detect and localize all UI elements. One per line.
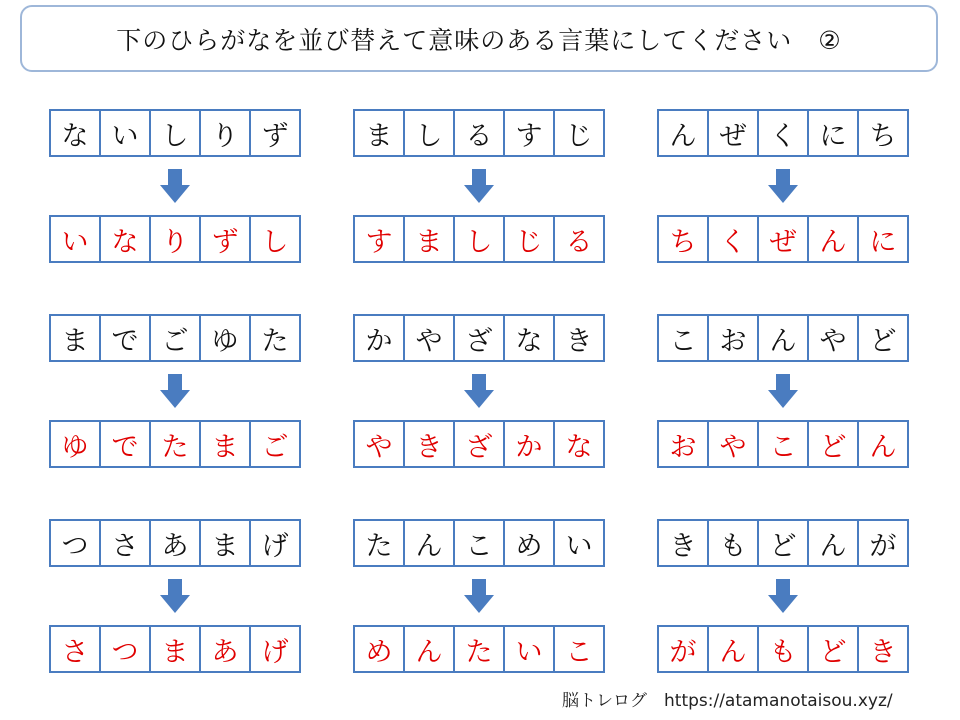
answer-char-cell: め: [355, 627, 405, 671]
answer-char-cell: さ: [51, 627, 101, 671]
answer-char-cell: ぜ: [759, 217, 809, 261]
question-char-cell: ん: [759, 316, 809, 360]
question-row: [657, 314, 909, 362]
puzzle-block: [49, 109, 301, 263]
question-char-cell: ま: [201, 521, 251, 565]
question-char-cell: に: [809, 111, 859, 155]
answer-char-cell: す: [355, 217, 405, 261]
question-char-cell: ん: [809, 521, 859, 565]
instruction-title-box: [20, 5, 938, 72]
down-arrow-icon: [49, 362, 301, 420]
question-char-cell: し: [151, 111, 201, 155]
answer-char-cell: ん: [709, 627, 759, 671]
answer-char-cell: が: [659, 627, 709, 671]
puzzle-block: [353, 109, 605, 263]
puzzle-block: [49, 519, 301, 673]
site-credit: 脳トレログ https://atamanotaisou.xyz/: [562, 691, 893, 711]
question-char-cell: る: [455, 111, 505, 155]
question-char-cell: い: [565, 530, 593, 562]
answer-char-cell: し: [455, 217, 505, 261]
question-char-cell: じ: [565, 120, 593, 152]
answer-row: [353, 215, 605, 263]
answer-char-cell: ご: [261, 431, 289, 463]
puzzle-block: [657, 519, 909, 673]
question-char-cell: ど: [869, 325, 897, 357]
puzzle-block: [49, 314, 301, 468]
question-row: [353, 519, 605, 567]
answer-char-cell: く: [709, 217, 759, 261]
question-char-cell: で: [101, 316, 151, 360]
question-char-cell: こ: [455, 521, 505, 565]
answer-char-cell: で: [101, 422, 151, 466]
question-char-cell: か: [355, 316, 405, 360]
answer-char-cell: や: [355, 422, 405, 466]
answer-char-cell: ち: [659, 217, 709, 261]
puzzle-block: [657, 314, 909, 468]
answer-char-cell: ん: [405, 627, 455, 671]
answer-row: [353, 625, 605, 673]
answer-char-cell: き: [869, 636, 897, 668]
answer-char-cell: い: [51, 217, 101, 261]
answer-char-cell: げ: [261, 636, 289, 668]
answer-char-cell: あ: [201, 627, 251, 671]
answer-char-cell: る: [565, 226, 593, 258]
answer-char-cell: た: [151, 422, 201, 466]
question-char-cell: め: [505, 521, 555, 565]
down-arrow-icon: [657, 362, 909, 420]
question-char-cell: た: [355, 521, 405, 565]
answer-char-cell: ま: [151, 627, 201, 671]
question-char-cell: き: [565, 325, 593, 357]
question-char-cell: き: [659, 521, 709, 565]
answer-char-cell: こ: [565, 636, 593, 668]
question-char-cell: ど: [759, 521, 809, 565]
answer-char-cell: も: [759, 627, 809, 671]
question-char-cell: も: [709, 521, 759, 565]
question-char-cell: ぜ: [709, 111, 759, 155]
down-arrow-icon: [353, 362, 605, 420]
question-char-cell: や: [809, 316, 859, 360]
question-char-cell: や: [405, 316, 455, 360]
puzzle-block: [353, 314, 605, 468]
answer-char-cell: か: [505, 422, 555, 466]
question-char-cell: く: [759, 111, 809, 155]
answer-row: [657, 420, 909, 468]
answer-char-cell: き: [405, 422, 455, 466]
question-char-cell: ゆ: [201, 316, 251, 360]
answer-char-cell: ん: [869, 431, 897, 463]
down-arrow-icon: [49, 157, 301, 215]
answer-char-cell: お: [659, 422, 709, 466]
answer-char-cell: し: [261, 226, 289, 258]
question-row: [49, 314, 301, 362]
answer-row: [49, 215, 301, 263]
puzzle-block: [657, 109, 909, 263]
question-char-cell: な: [51, 111, 101, 155]
question-char-cell: り: [201, 111, 251, 155]
answer-char-cell: な: [565, 431, 593, 463]
down-arrow-icon: [657, 567, 909, 625]
answer-row: [657, 215, 909, 263]
question-char-cell: す: [505, 111, 555, 155]
question-row: [49, 519, 301, 567]
question-char-cell: あ: [151, 521, 201, 565]
question-char-cell: ま: [51, 316, 101, 360]
question-char-cell: し: [405, 111, 455, 155]
answer-char-cell: り: [151, 217, 201, 261]
answer-char-cell: に: [869, 226, 897, 258]
answer-char-cell: た: [455, 627, 505, 671]
answer-row: [657, 625, 909, 673]
question-char-cell: ま: [355, 111, 405, 155]
down-arrow-icon: [49, 567, 301, 625]
answer-char-cell: じ: [505, 217, 555, 261]
question-row: [657, 109, 909, 157]
answer-char-cell: ど: [809, 422, 859, 466]
question-row: [657, 519, 909, 567]
question-char-cell: ん: [405, 521, 455, 565]
answer-char-cell: ど: [809, 627, 859, 671]
answer-char-cell: こ: [759, 422, 809, 466]
instruction-title: 下のひらがなを並び替えて意味のある言葉にしてください ②: [116, 25, 842, 55]
down-arrow-icon: [353, 567, 605, 625]
question-char-cell: ん: [659, 111, 709, 155]
question-char-cell: ず: [261, 120, 289, 152]
answer-char-cell: ん: [809, 217, 859, 261]
answer-char-cell: ゆ: [51, 422, 101, 466]
question-char-cell: ご: [151, 316, 201, 360]
answer-char-cell: ず: [201, 217, 251, 261]
question-char-cell: い: [101, 111, 151, 155]
down-arrow-icon: [657, 157, 909, 215]
question-row: [353, 314, 605, 362]
question-char-cell: ち: [869, 120, 897, 152]
question-char-cell: た: [261, 325, 289, 357]
question-char-cell: さ: [101, 521, 151, 565]
answer-char-cell: や: [709, 422, 759, 466]
question-char-cell: つ: [51, 521, 101, 565]
answer-row: [353, 420, 605, 468]
question-char-cell: げ: [261, 530, 289, 562]
answer-row: [49, 625, 301, 673]
down-arrow-icon: [353, 157, 605, 215]
answer-char-cell: ま: [405, 217, 455, 261]
puzzle-block: [353, 519, 605, 673]
question-char-cell: な: [505, 316, 555, 360]
question-char-cell: ざ: [455, 316, 505, 360]
question-row: [49, 109, 301, 157]
answer-row: [49, 420, 301, 468]
answer-char-cell: な: [101, 217, 151, 261]
answer-char-cell: ま: [201, 422, 251, 466]
answer-char-cell: い: [505, 627, 555, 671]
question-char-cell: こ: [659, 316, 709, 360]
answer-char-cell: つ: [101, 627, 151, 671]
answer-char-cell: ざ: [455, 422, 505, 466]
question-char-cell: お: [709, 316, 759, 360]
question-row: [353, 109, 605, 157]
question-char-cell: が: [869, 530, 897, 562]
